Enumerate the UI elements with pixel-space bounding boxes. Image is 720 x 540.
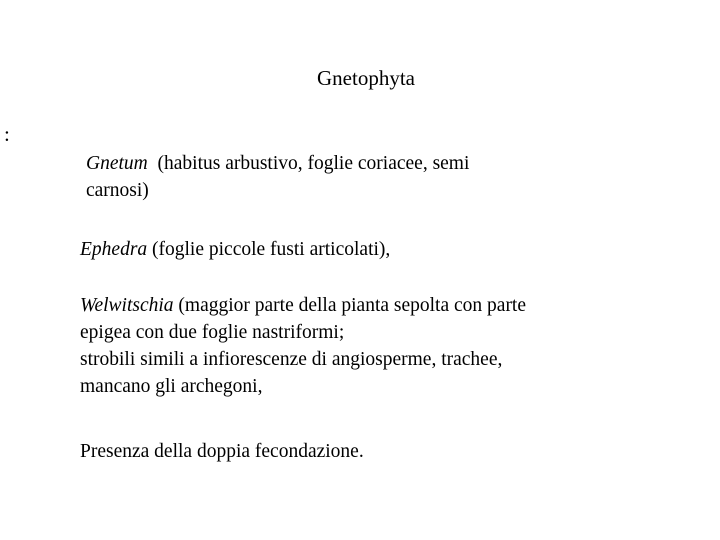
welwitschia-line-3: strobili simili a infiorescenze di angiosperme, trachee,	[80, 349, 503, 370]
ephedra-line	[80, 236, 390, 263]
ephedra-paragraph	[80, 236, 390, 263]
ephedra-desc: (foglie piccole fusti articolati),	[147, 239, 391, 260]
presenza-paragraph	[80, 438, 364, 465]
gnetum-paragraph	[86, 150, 469, 204]
gnetum-line-1	[86, 150, 469, 177]
slide-title	[0, 66, 720, 91]
presenza-text: Presenza della doppia fecondazione.	[80, 441, 364, 462]
gnetum-desc-2: carnosi)	[86, 180, 149, 201]
gnetum-desc-1: (habitus arbustivo, foglie coriacee, semi	[147, 153, 470, 174]
welwitschia-line-2: epigea con due foglie nastriformi;	[80, 322, 345, 343]
ephedra-name: Ephedra	[80, 239, 148, 260]
title-text: Gnetophyta	[317, 66, 415, 90]
gnetum-name: Gnetum	[86, 153, 148, 174]
welwitschia-paragraph	[80, 292, 526, 400]
welwitschia-name: Welwitschia	[80, 295, 174, 316]
welwitschia-desc-1: (maggior parte della pianta sepolta con parte	[173, 295, 527, 316]
stray-colon: :	[4, 122, 10, 146]
welwitschia-line-1	[80, 292, 526, 319]
welwitschia-line-4: mancano gli archegoni,	[80, 376, 263, 397]
